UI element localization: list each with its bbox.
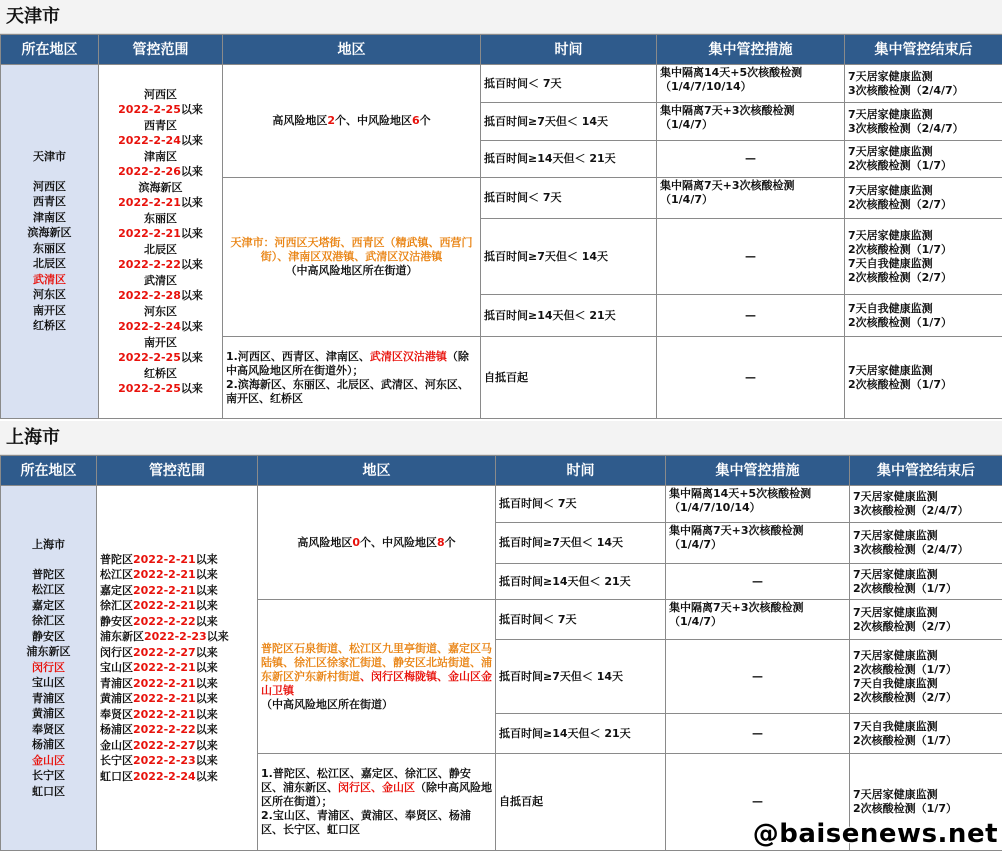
after-line: 7天居家健康监测 (853, 648, 938, 662)
scope-date: 2022-2-21 (133, 583, 196, 597)
area-high-mid-count (223, 65, 481, 178)
after-line: 3次核酸检测（2/4/7） (853, 543, 969, 556)
scope-line (100, 567, 254, 583)
after-line: 2次核酸检测（1/7） (848, 315, 952, 329)
after-line: 7天居家健康监测 (848, 107, 933, 121)
table-row (1, 65, 1002, 103)
scope-date: 2022-2-24 (118, 320, 181, 333)
area-text: 高风险地区 (297, 535, 353, 549)
header-measure: 集中管控措施 (666, 456, 850, 486)
after-line: 2次核酸检测（2/7） (848, 270, 952, 284)
scope-district: 嘉定区 (100, 583, 133, 597)
scope-district: 河西区 (144, 87, 177, 101)
district-item: 金山区 (32, 753, 65, 767)
scope-date: 2022-2-27 (133, 738, 196, 752)
scope-suffix: 以来 (195, 738, 218, 752)
area-text: 个 (419, 114, 431, 127)
scope-date: 2022-2-21 (133, 707, 196, 721)
measure-cell (666, 600, 850, 640)
area-streets-text: 天津市：河西区天塔街、西青区（精武镇、西营门街）、津南区双港镇、武清区汉沽港镇 (230, 236, 473, 263)
scope-date-line (102, 319, 219, 335)
city-title-tianjin: 天津市 (0, 0, 1002, 34)
scope-date: 2022-2-22 (133, 614, 196, 628)
district-item: 南开区 (33, 303, 66, 317)
time-cell: 抵百时间≥14天但＜ 21天 (481, 295, 657, 337)
scope-district: 滨海新区 (138, 180, 183, 194)
measure-line: （1/4/7/10/14） (660, 80, 752, 93)
scope-date-line (102, 226, 219, 242)
after-line: 7天居家健康监测 (853, 788, 938, 801)
scope-date: 2022-2-21 (118, 196, 181, 209)
scope-date-line (102, 195, 219, 211)
area-others (258, 754, 496, 851)
scope-district: 松江区 (100, 568, 133, 582)
after-line: 3次核酸检测（2/4/7） (853, 504, 969, 517)
scope-suffix: 以来 (195, 645, 218, 659)
after-line: 2次核酸检测（1/7） (853, 581, 957, 595)
scope-date-line (102, 133, 219, 149)
after-line: 2次核酸检测（1/7） (848, 377, 952, 391)
area-streets-note: （中高风险地区所在街道） (261, 697, 393, 711)
scope-date: 2022-2-21 (133, 568, 196, 582)
measure-line: 集中隔离7天+3次核酸检测 (660, 179, 795, 192)
area-others-highlight: 闵行区、金山区 (338, 781, 415, 794)
scope-date: 2022-2-21 (133, 676, 196, 690)
area-text: 个、中风险地区 (360, 535, 437, 549)
district-item: 杨浦区 (32, 738, 65, 751)
after-line: 7天居家健康监测 (853, 605, 938, 619)
after-line: 7天自我健康监测 (853, 676, 938, 690)
scope-line (100, 769, 254, 785)
time-cell: 抵百时间＜ 7天 (496, 486, 666, 523)
scope-date: 2022-2-21 (133, 599, 196, 613)
measure-line: 集中隔离7天+3次核酸检测 (669, 601, 804, 614)
district-item: 河西区 (33, 179, 66, 193)
scope-suffix: 以来 (180, 227, 203, 240)
scope-date-line (102, 257, 219, 273)
scope-date: 2022-2-28 (118, 289, 181, 302)
after-cell (845, 65, 1002, 103)
scope-suffix: 以来 (195, 769, 218, 783)
after-line: 2次核酸检测（1/7） (853, 662, 957, 676)
district-item: 嘉定区 (32, 598, 65, 612)
scope-suffix: 以来 (180, 196, 203, 209)
district-item: 静安区 (32, 629, 65, 643)
measure-line: （1/4/7） (669, 538, 722, 551)
after-line: 2次核酸检测（2/7） (853, 690, 957, 704)
after-cell (850, 564, 1002, 600)
scope-suffix: 以来 (195, 661, 218, 675)
after-line: 7天自我健康监测 (853, 719, 938, 733)
after-cell (845, 141, 1002, 178)
scope-line (100, 614, 254, 630)
table-header-row (1, 35, 1002, 65)
scope-district: 东丽区 (144, 211, 177, 225)
scope-suffix: 以来 (180, 103, 203, 116)
time-cell: 抵百时间≥14天但＜ 21天 (481, 141, 657, 178)
scope-date: 2022-2-23 (144, 630, 207, 644)
scope-district: 浦东新区 (100, 630, 144, 644)
after-line: 7天居家健康监测 (848, 145, 933, 158)
header-after: 集中管控结束后 (850, 456, 1002, 486)
scope-district: 红桥区 (144, 366, 177, 380)
region-city: 天津市 (33, 150, 66, 164)
scope-district: 南开区 (144, 335, 177, 349)
district-item: 黄浦区 (32, 707, 65, 720)
scope-date: 2022-2-24 (118, 134, 181, 147)
header-after: 集中管控结束后 (845, 35, 1002, 65)
city-title-shanghai: 上海市 (0, 421, 1002, 455)
scope-district: 普陀区 (100, 552, 133, 566)
measure-cell: — (666, 564, 850, 600)
scope-line (100, 645, 254, 661)
area-others-highlight: 武清区汉沽港镇 (369, 349, 447, 363)
measure-line: 集中隔离7天+3次核酸检测 (660, 104, 795, 117)
header-measure: 集中管控措施 (657, 35, 845, 65)
scope-district: 津南区 (144, 149, 177, 163)
measure-cell (666, 523, 850, 564)
measure-cell: — (657, 141, 845, 178)
scope-suffix: 以来 (195, 614, 218, 628)
after-cell (845, 219, 1002, 295)
measure-cell: — (657, 219, 845, 295)
area-streets-highlight: 、闵行区梅陇镇、金山区金山卫镇 (261, 669, 492, 697)
scope-line (100, 707, 254, 723)
area-others-text: 1.河西区、西青区、津南区、 (226, 349, 370, 363)
scope-district: 奉贤区 (100, 707, 133, 721)
scope-suffix: 以来 (206, 630, 229, 644)
measure-line: （1/4/7） (669, 615, 722, 628)
scope-district: 静安区 (100, 614, 133, 628)
measure-line: 集中隔离7天+3次核酸检测 (669, 524, 804, 537)
high-risk-count: 0 (352, 535, 360, 549)
scope-district: 西青区 (144, 118, 177, 132)
area-text: 个、中风险地区 (335, 114, 412, 127)
measure-cell (657, 65, 845, 103)
time-cell: 抵百时间≥7天但＜ 14天 (481, 103, 657, 141)
measure-cell (657, 178, 845, 219)
scope-suffix: 以来 (195, 568, 218, 582)
time-cell: 抵百时间＜ 7天 (481, 65, 657, 103)
after-line: 7天居家健康监测 (853, 490, 938, 503)
scope-cell (97, 486, 258, 851)
district-item: 徐汇区 (32, 614, 65, 627)
after-cell (850, 486, 1002, 523)
district-item: 浦东新区 (26, 645, 71, 658)
scope-suffix: 以来 (195, 754, 218, 768)
district-item: 闵行区 (32, 660, 65, 674)
scope-line (100, 598, 254, 614)
measure-line: （1/4/7/10/14） (669, 501, 761, 514)
district-item: 津南区 (33, 210, 66, 224)
high-risk-count: 2 (327, 114, 335, 127)
area-streets (223, 178, 481, 337)
measure-cell (657, 103, 845, 141)
after-cell (850, 714, 1002, 754)
scope-date: 2022-2-21 (133, 692, 196, 706)
area-others (223, 337, 481, 419)
scope-date: 2022-2-26 (118, 165, 181, 178)
district-item: 奉贤区 (32, 722, 65, 736)
scope-cell (99, 65, 223, 419)
measure-cell: — (666, 714, 850, 754)
after-cell (850, 600, 1002, 640)
district-item: 普陀区 (32, 567, 65, 581)
time-cell: 抵百时间≥7天但＜ 14天 (496, 640, 666, 714)
after-line: 2次核酸检测（2/7） (848, 198, 952, 211)
header-scope: 管控范围 (99, 35, 223, 65)
measure-cell: — (657, 295, 845, 337)
scope-district: 青浦区 (100, 676, 133, 690)
watermark: @baisenews.net (752, 819, 998, 849)
scope-line (100, 691, 254, 707)
area-others-text: 2.滨海新区、东丽区、北辰区、武清区、河东区、南开区、红桥区 (226, 377, 469, 405)
scope-line (100, 660, 254, 676)
after-line: 3次核酸检测（2/4/7） (848, 121, 964, 135)
measure-line: 集中隔离14天+5次核酸检测 (669, 487, 812, 500)
time-cell: 抵百时间≥7天但＜ 14天 (481, 219, 657, 295)
scope-line (100, 722, 254, 738)
district-list (4, 179, 95, 334)
time-cell: 抵百时间≥14天但＜ 21天 (496, 564, 666, 600)
district-item: 红桥区 (33, 319, 66, 333)
after-line: 2次核酸检测（1/7） (853, 802, 957, 815)
header-region: 所在地区 (1, 456, 97, 486)
district-item: 东丽区 (33, 241, 66, 255)
scope-suffix: 以来 (180, 320, 203, 333)
after-cell (845, 103, 1002, 141)
after-line: 2次核酸检测（1/7） (848, 159, 952, 172)
scope-district: 河东区 (144, 304, 177, 318)
scope-date-line (102, 288, 219, 304)
scope-date: 2022-2-23 (133, 754, 196, 768)
scope-date: 2022-2-27 (133, 645, 196, 659)
after-line: 2次核酸检测（1/7） (848, 242, 952, 256)
scope-suffix: 以来 (180, 351, 203, 364)
header-area: 地区 (258, 456, 496, 486)
time-cell: 自抵百起 (481, 337, 657, 419)
area-streets-text: 普陀区石泉街道、松江区九里亭街道、嘉定区马陆镇、徐汇区徐家汇街道、静安区北站街道、浦东新区沪东新村街道 (261, 641, 492, 683)
scope-suffix: 以来 (195, 552, 218, 566)
district-item: 河东区 (33, 288, 66, 302)
after-line: 7天自我健康监测 (848, 301, 933, 315)
after-line: 2次核酸检测（1/7） (853, 733, 957, 747)
measure-cell (666, 486, 850, 523)
scope-date: 2022-2-25 (118, 103, 181, 116)
scope-suffix: 以来 (180, 289, 203, 302)
district-item: 西青区 (33, 195, 66, 209)
scope-suffix: 以来 (195, 676, 218, 690)
region-cell (1, 486, 97, 851)
scope-date-line (102, 102, 219, 118)
scope-district: 金山区 (100, 738, 133, 752)
area-others-text: （除中高风险地区所在街道外）； (226, 349, 469, 377)
after-line: 7天居家健康监测 (853, 529, 938, 542)
scope-district: 虹口区 (100, 769, 133, 783)
scope-suffix: 以来 (195, 692, 218, 706)
district-item: 北辰区 (33, 257, 66, 271)
time-cell: 自抵百起 (496, 754, 666, 851)
measure-line: （1/4/7） (660, 118, 713, 131)
shanghai-table (0, 455, 1002, 851)
scope-date: 2022-2-22 (133, 723, 196, 737)
district-item: 青浦区 (32, 691, 65, 705)
district-item: 虹口区 (32, 784, 65, 798)
area-others-text: （除中高风险地区所在街道）； (261, 781, 492, 808)
tianjin-table (0, 34, 1002, 419)
district-item: 松江区 (32, 583, 65, 596)
scope-district: 黄浦区 (100, 692, 133, 706)
scope-suffix: 以来 (180, 258, 203, 271)
scope-date: 2022-2-22 (118, 258, 181, 271)
scope-date-line (102, 381, 219, 397)
measure-cell: — (666, 754, 850, 851)
scope-line (100, 552, 254, 568)
area-streets (258, 600, 496, 754)
scope-district: 北辰区 (144, 242, 177, 256)
district-item: 长宁区 (32, 769, 65, 782)
header-time: 时间 (481, 35, 657, 65)
scope-district: 长宁区 (100, 754, 133, 768)
time-cell: 抵百时间≥14天但＜ 21天 (496, 714, 666, 754)
after-cell (845, 178, 1002, 219)
region-cell (1, 65, 99, 419)
scope-suffix: 以来 (195, 707, 218, 721)
after-line: 7天居家健康监测 (853, 567, 938, 581)
scope-date-line (102, 164, 219, 180)
scope-suffix: 以来 (195, 599, 218, 613)
header-area: 地区 (223, 35, 481, 65)
time-cell: 抵百时间＜ 7天 (481, 178, 657, 219)
district-item: 宝山区 (32, 676, 65, 689)
scope-suffix: 以来 (180, 134, 203, 147)
area-streets-note: （中高风险地区所在街道） (285, 264, 418, 277)
table-row (1, 486, 1002, 523)
scope-district: 杨浦区 (100, 723, 133, 737)
mid-risk-count: 6 (412, 114, 420, 127)
district-list (4, 567, 93, 800)
after-cell (845, 295, 1002, 337)
table-header-row (1, 456, 1002, 486)
measure-line: 集中隔离14天+5次核酸检测 (660, 66, 803, 79)
scope-date: 2022-2-21 (118, 227, 181, 240)
scope-date: 2022-2-24 (133, 769, 196, 783)
measure-line: （1/4/7） (660, 193, 713, 206)
area-text: 个 (444, 535, 456, 549)
scope-line (100, 583, 254, 599)
scope-line (100, 629, 254, 645)
area-others-text: 2.宝山区、青浦区、黄浦区、奉贤区、杨浦区、长宁区、虹口区 (261, 809, 471, 836)
after-line: 7天居家健康监测 (848, 228, 933, 242)
header-region: 所在地区 (1, 35, 99, 65)
scope-district: 徐汇区 (100, 599, 133, 613)
measure-cell: — (666, 640, 850, 714)
measure-cell: — (657, 337, 845, 419)
after-cell (850, 523, 1002, 564)
scope-suffix: 以来 (195, 583, 218, 597)
after-line: 7天居家健康监测 (848, 69, 933, 83)
header-time: 时间 (496, 456, 666, 486)
scope-date: 2022-2-25 (118, 382, 181, 395)
after-line: 3次核酸检测（2/4/7） (848, 83, 964, 97)
scope-date: 2022-2-25 (118, 351, 181, 364)
area-high-mid-count (258, 486, 496, 600)
after-line: 7天自我健康监测 (848, 256, 933, 270)
district-item: 滨海新区 (27, 226, 72, 240)
region-city: 上海市 (32, 538, 65, 551)
scope-line (100, 676, 254, 692)
scope-date: 2022-2-21 (133, 552, 196, 566)
time-cell: 抵百时间＜ 7天 (496, 600, 666, 640)
scope-suffix: 以来 (180, 382, 203, 395)
after-line: 7天居家健康监测 (848, 184, 933, 197)
scope-date-line (102, 350, 219, 366)
scope-suffix: 以来 (195, 723, 218, 737)
scope-line (100, 738, 254, 754)
scope-date: 2022-2-21 (133, 661, 196, 675)
time-cell: 抵百时间≥7天但＜ 14天 (496, 523, 666, 564)
after-line: 2次核酸检测（2/7） (853, 619, 957, 633)
scope-district: 武清区 (144, 273, 177, 287)
header-scope: 管控范围 (97, 456, 258, 486)
area-text: 高风险地区 (272, 114, 328, 127)
mid-risk-count: 8 (437, 535, 445, 549)
district-item: 武清区 (33, 272, 66, 286)
after-cell (845, 337, 1002, 419)
after-line: 7天居家健康监测 (848, 363, 933, 377)
area-others-text: 1.普陀区、松江区、嘉定区、徐汇区、静安区、浦东新区、 (261, 767, 471, 794)
scope-suffix: 以来 (180, 165, 203, 178)
scope-district: 闵行区 (100, 645, 133, 659)
scope-line (100, 753, 254, 769)
after-cell (850, 640, 1002, 714)
scope-district: 宝山区 (100, 661, 133, 675)
